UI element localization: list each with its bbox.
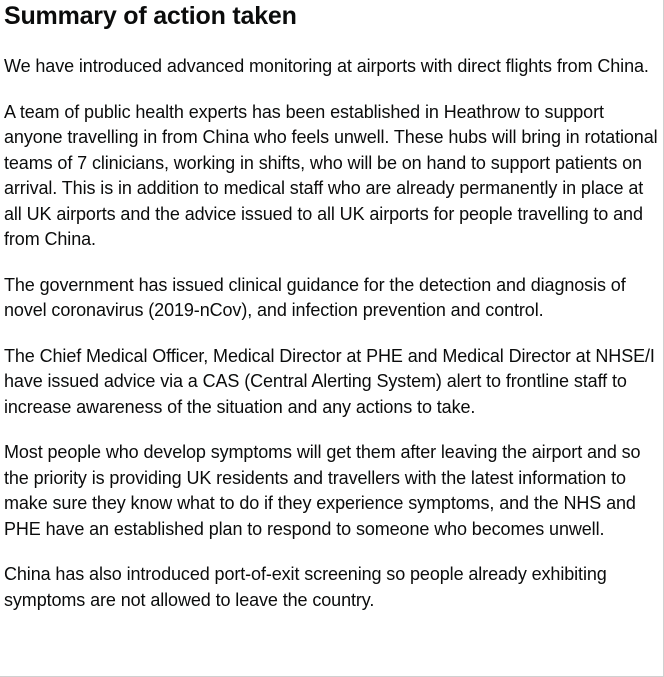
paragraph-airport-monitoring: We have introduced advanced monitoring at airports with direct flights from China. [4,56,649,76]
paragraph-exit-screening: China has also introduced port-of-exit screening so people already exhibiting symptoms are not allowed to leave the country. [4,564,607,610]
paragraph-symptoms-priority: Most people who develop symptoms will get them after leaving the airport and so the priority is providing UK residents and travellers with the latest information to make sure they know what to do if they experience symptoms, and the NHS and PHE have an established plan to respond to someone who becomes unwell. [4,442,641,539]
paragraph-heathrow-team: A team of public health experts has been established in Heathrow to support anyone travelling in from China who feels unwell. These hubs will bring in rotational teams of 7 clinicians, working in shifts, who will be on hand to support patients on arrival. This is in addition to medical staff who are already permanently in place at all UK airports and the advice issued to all UK airports for people travelling to and from China. [4,101,658,249]
section-heading: Summary of action taken [4,2,297,30]
paragraph-clinical-guidance: The government has issued clinical guidance for the detection and diagnosis of novel coronavirus (2019-nCov), and infection prevention and control. [4,274,626,320]
paragraph-cas-alert: The Chief Medical Officer, Medical Director at PHE and Medical Director at NHSE/I have issued advice via a CAS (Central Alerting System) alert to frontline staff to increase awareness of the situation and any actions to take. [4,345,655,417]
